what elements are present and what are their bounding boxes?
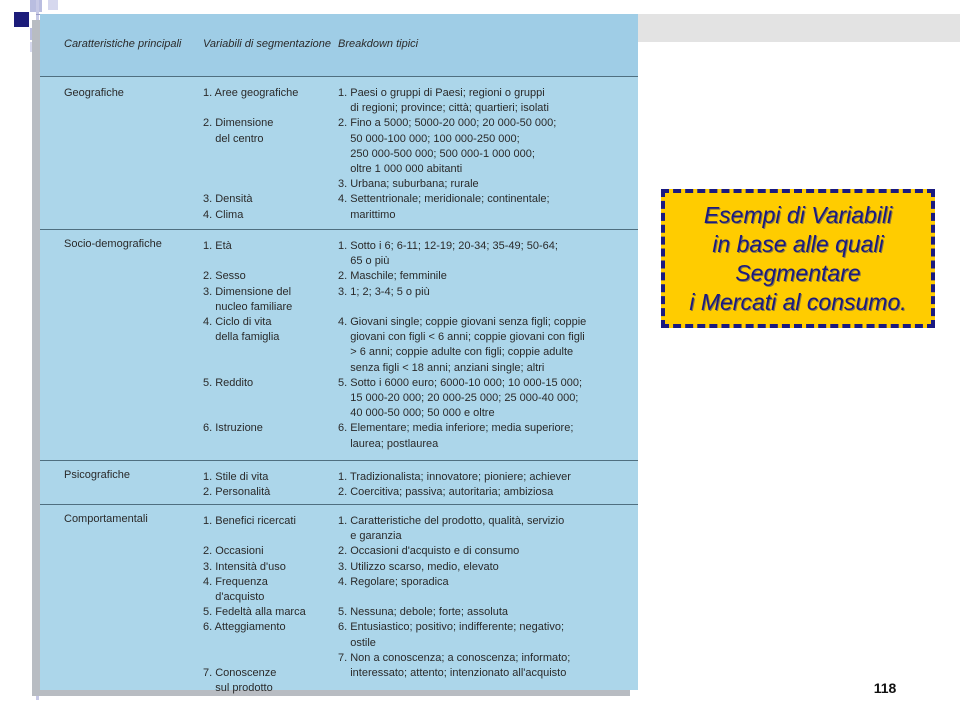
group-name-behavioral: Comportamentali — [64, 513, 148, 525]
page-number: 118 — [873, 680, 897, 696]
group-name-psychographic: Psicografiche — [64, 469, 131, 481]
callout-line: Segmentare — [735, 259, 861, 286]
corner-square-pale — [48, 0, 58, 10]
group-name-socio-demographic: Socio-demografiche — [64, 238, 162, 250]
group-variables-geographic: 1. Aree geografiche 2. Dimensione del centro 3. Densità 4. Clima — [203, 87, 299, 221]
header-breakdowns: Breakdown tipici — [338, 38, 419, 50]
slide-vertical-rule — [36, 0, 39, 700]
group-breakdowns-socio-demographic: 1. Sotto i 6; 6-11; 12-19; 20-34; 35-49; 50-64; 65 o più 2. Maschile; femminile 3. 1; 2; 3-4; 5 o più 4. Giovani single; coppie giovani senza figli; coppie giovani con figli < 6 anni; coppie giovani con figli > 6 anni; coppie adulte con figli; coppie adulte senza figli < 18 anni; anziani single; altri 5. Sotto i 6000 euro; 6000-10 000; 10 000-15 000; 15 000-20 000; 20 000-25 000; 25 000-40 000; 40 000-50 000; 50 000 e oltre 6. Elementare; media inferiore; media superiore; laurea; postlaurea — [338, 240, 587, 450]
group-breakdowns-geographic: 1. Paesi o gruppi di Paesi; regioni o gruppi di regioni; province; città; quartieri; isolati 2. Fino a 5000; 5000-20 000; 20 000-50 000; 50 000-100 000; 100 000-250 000; 250 000-500 000; 500 000-1 000 000; oltre 1 000 000 abitanti 3. Urbana; suburbana; rurale 4. Settentrionale; meridionale; continentale; marittimo — [338, 87, 557, 221]
segmentation-table — [40, 14, 638, 695]
callout-box — [661, 189, 935, 328]
group-breakdowns-psychographic: 1. Tradizionalista; innovatore; pioniere; achiever 2. Coercitiva; passiva; autoritaria; ambiziosa — [338, 471, 571, 499]
corner-square-dark — [14, 12, 29, 27]
row-separator — [40, 504, 638, 505]
callout-line: Esempi di Variabili — [703, 201, 893, 228]
group-variables-behavioral: 1. Benefici ricercati 2. Occasioni 3. Intensità d'uso 4. Frequenza d'acquisto 5. Fedeltà alla marca 6. Atteggiamento 7. Conoscenze sul prodotto — [203, 515, 306, 695]
group-variables-psychographic: 1. Stile di vita 2. Personalità — [203, 471, 271, 499]
callout-line: in base alle quali — [712, 230, 884, 257]
header-gray-band — [622, 14, 960, 42]
group-variables-socio-demographic: 1. Età 2. Sesso 3. Dimensione del nucleo familiare 4. Ciclo di vita della famiglia 5. Reddito 6. Istruzione — [203, 240, 293, 435]
group-name-geographic: Geografiche — [64, 87, 124, 99]
group-breakdowns-behavioral: 1. Caratteristiche del prodotto, qualità, servizio e garanzia 2. Occasioni d'acquisto e di consumo 3. Utilizzo scarso, medio, elevato 4. Regolare; sporadica 5. Nessuna; debole; forte; assoluta 6. Entusiastico; positivo; indifferente; negativo; ostile 7. Non a conoscenza; a conoscenza; informato; interessato; attento; intenzionato all'acquisto — [338, 515, 571, 680]
header-characteristics: Caratteristiche principali — [64, 38, 182, 50]
header-variables: Variabili di segmentazione — [203, 38, 331, 50]
row-separator — [40, 229, 638, 230]
row-separator — [40, 460, 638, 461]
callout-text — [689, 201, 906, 317]
callout-line: i Mercati al consumo. — [689, 288, 907, 315]
